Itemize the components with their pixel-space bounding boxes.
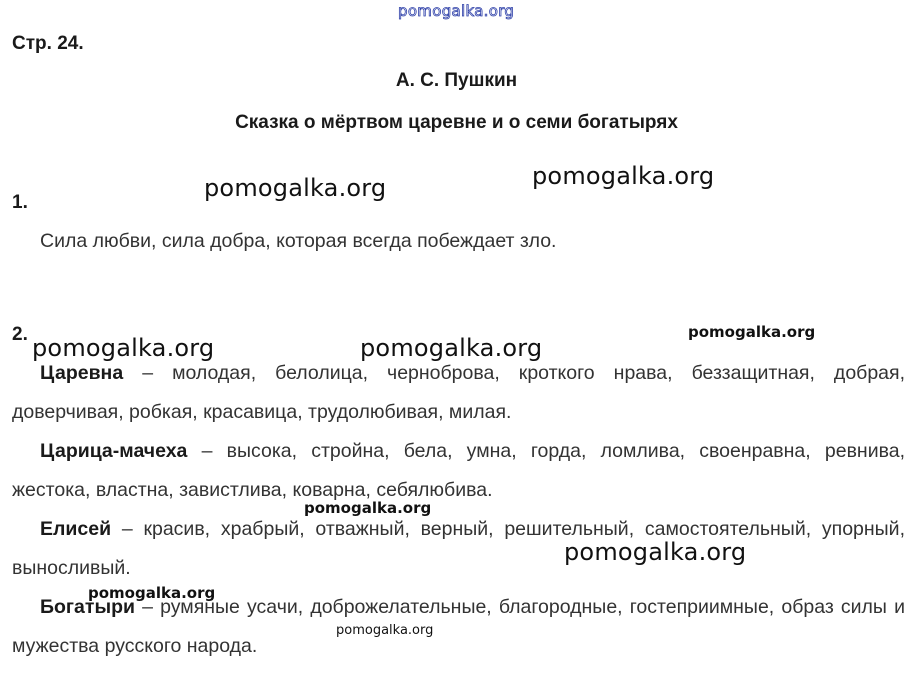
question-1-number: 1.	[12, 192, 28, 213]
character-name: Царица-мачеха	[40, 440, 188, 462]
work-title: Сказка о мёртвом царевне и о семи богатырях	[235, 112, 678, 133]
watermark: pomogalka.org	[336, 623, 434, 638]
character-separator: –	[111, 518, 144, 540]
character-item-tsarevna	[12, 354, 905, 432]
author-name: А. С. Пушкин	[395, 70, 518, 91]
watermark: pomogalka.org	[688, 323, 816, 341]
character-name: Елисей	[40, 518, 112, 540]
character-separator: –	[135, 596, 161, 618]
character-description: высока, стройна, бела, умна, горда, ломлива, своенравна, ревнива, жестока, властна, завистлива, коварна, себялюбива.	[12, 440, 905, 501]
character-separator: –	[187, 440, 227, 462]
watermark: pomogalka.org	[88, 584, 216, 602]
watermark: pomogalka.org	[204, 174, 387, 202]
character-name: Царевна	[40, 362, 124, 384]
character-description: красив, храбрый, отважный, верный, решительный, самостоятельный, упорный, выносливый.	[12, 518, 905, 579]
question-2-number: 2.	[12, 324, 28, 345]
page-label: Стр. 24.	[12, 33, 84, 54]
character-list	[12, 354, 905, 666]
watermark: pomogalka.org	[32, 334, 215, 362]
watermark: pomogalka.org	[360, 334, 543, 362]
character-item-tsaritsa	[12, 432, 905, 510]
character-separator: –	[123, 362, 173, 384]
character-item-elisey	[12, 510, 905, 588]
character-name: Богатыри	[40, 596, 135, 618]
watermark: pomogalka.org	[304, 499, 432, 517]
question-1-answer: Сила любви, сила добра, которая всегда побеждает зло.	[40, 230, 557, 252]
watermark: pomogalka.org	[564, 538, 747, 566]
character-description: молодая, белолица, черноброва, кроткого нрава, беззащитная, добрая, доверчивая, робкая, красавица, трудолюбивая, милая.	[12, 362, 905, 423]
watermark-top: pomogalka.org	[398, 2, 515, 20]
watermark: pomogalka.org	[532, 162, 715, 190]
character-description: румяные усачи, доброжелательные, благородные, гостеприимные, образ силы и мужества русского народа.	[12, 596, 905, 657]
